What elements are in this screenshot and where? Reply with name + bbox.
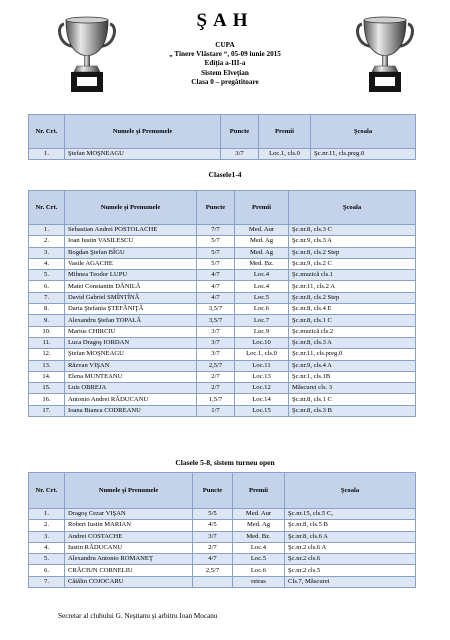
prize: Loc.6 — [233, 565, 285, 576]
table-row — [29, 542, 416, 553]
col-header-name: Numele şi Prenumele — [65, 191, 197, 225]
prize: Med. Ag — [235, 247, 289, 258]
school: Şc.nr.8, cls.3 C — [289, 225, 416, 236]
player-name: Daria Ştefania ŞTEFĂNIŢĂ — [65, 304, 197, 315]
points — [193, 576, 233, 587]
player-name: Mihnea Teodor LUPU — [65, 270, 197, 281]
points: 3/7 — [221, 149, 259, 160]
row-number: 2. — [29, 236, 65, 247]
player-name: Elena MUNTEANU — [65, 371, 197, 382]
school: Şc.nr.11, cls.preg.0 — [311, 149, 416, 160]
row-number: 9. — [29, 315, 65, 326]
col-header-school: Şcoala — [289, 191, 416, 225]
row-number: 8. — [29, 304, 65, 315]
row-number: 5. — [29, 270, 65, 281]
points: 5/7 — [197, 247, 235, 258]
prize: Loc.10 — [235, 337, 289, 348]
school: Şc.nr.2 cls.5 — [285, 565, 416, 576]
prize: Loc.6 — [235, 304, 289, 315]
row-number: 6. — [29, 281, 65, 292]
player-name: Luca Dragoş IORDAN — [65, 337, 197, 348]
school: Şc.muzică cls.2 — [289, 326, 416, 337]
school: Şc.nr.8, cls.4 E — [289, 304, 416, 315]
points: 7/7 — [197, 225, 235, 236]
table-row — [29, 509, 416, 520]
col-header-prize: Premii — [259, 115, 311, 149]
prize: Loc.4 — [235, 270, 289, 281]
table-row — [29, 149, 416, 160]
player-name: Bogdan Ştefan BÎGU — [65, 247, 197, 258]
cup-label: CUPA — [215, 41, 235, 49]
school: Şc.nr.15, cls.5 C, — [285, 509, 416, 520]
school: Şc.nr.8, cls.3 B — [289, 405, 416, 416]
footer-note: Secretar al clubului G. Neştianu şi arbitru Ioan Mocanu — [58, 612, 218, 620]
table-row — [29, 383, 416, 394]
table-row — [29, 270, 416, 281]
points: 4/7 — [193, 554, 233, 565]
player-name: Alexandru Antonio ROMANEŢ — [65, 554, 193, 565]
results-table-5-8 — [28, 472, 416, 588]
table-row — [29, 531, 416, 542]
prize: Med. Ag — [235, 236, 289, 247]
player-name: CRĂCIUN CORNELIU — [65, 565, 193, 576]
school: Şc.nr.9, cls.3 A — [289, 236, 416, 247]
table-row — [29, 225, 416, 236]
col-header-prize: Premii — [235, 191, 289, 225]
school: Şc.nr.11, cls.2 A — [289, 281, 416, 292]
points: 4/7 — [197, 281, 235, 292]
cup-name: „ Tinere Vlăstare “, 05-09 iunie 2015 — [169, 50, 281, 59]
prize: Loc.1, cls.0 — [259, 149, 311, 160]
prize: Loc.11 — [235, 360, 289, 371]
school: Şc.nr.8, cls.1 C — [289, 315, 416, 326]
col-header-nr: Nr. Crt. — [29, 191, 65, 225]
row-number: 4. — [29, 258, 65, 269]
page-title: ŞAH — [196, 10, 254, 31]
points: 2,5/7 — [197, 360, 235, 371]
points: 4/7 — [197, 292, 235, 303]
table-row — [29, 236, 416, 247]
table-row — [29, 349, 416, 360]
prize: Loc.4 — [233, 542, 285, 553]
table-row — [29, 554, 416, 565]
school: Măscurei cls. 3 — [289, 383, 416, 394]
school: Şc.nr.2 cls.6 — [285, 554, 416, 565]
prize: retras — [233, 576, 285, 587]
prize: Loc.1, cls.0 — [235, 349, 289, 360]
row-number: 10. — [29, 326, 65, 337]
school: Şc.nr.8, cls.2 Step — [289, 247, 416, 258]
school: Şc.nr.11, cls.preg.0 — [289, 349, 416, 360]
section-title: Clasele 5-8, sistem turneu open — [175, 458, 275, 467]
prize: Loc.13 — [235, 371, 289, 382]
points: 3/7 — [197, 326, 235, 337]
school: Şc.nr.2 cls.6 A — [285, 542, 416, 553]
row-number: 5. — [29, 554, 65, 565]
points: 5/7 — [197, 236, 235, 247]
results-table-prep — [28, 114, 416, 160]
school: Şc.nr.8, cls.5 B — [285, 520, 416, 531]
points: 3/7 — [197, 349, 235, 360]
row-number: 7. — [29, 576, 65, 587]
col-header-points: Puncte — [197, 191, 235, 225]
table-row — [29, 247, 416, 258]
row-number: 1. — [29, 225, 65, 236]
row-number: 1. — [29, 149, 65, 160]
col-header-points: Puncte — [221, 115, 259, 149]
row-number: 14. — [29, 371, 65, 382]
col-header-nr: Nr. Crt. — [29, 473, 65, 509]
prize: Loc.15 — [235, 405, 289, 416]
school: Şc.nr.9, cls.4 A — [289, 360, 416, 371]
school: Şc.nr.8, cls.1 C — [289, 394, 416, 405]
prize: Loc.5 — [235, 292, 289, 303]
player-name: Cătălin COJOCARU — [65, 576, 193, 587]
section-title: Clasele1-4 — [208, 170, 242, 179]
row-number: 17. — [29, 405, 65, 416]
col-header-nr: Nr. Crt. — [29, 115, 65, 149]
table-row — [29, 371, 416, 382]
player-name: Luis OBREJA — [65, 383, 197, 394]
player-name: Andrei COSTACHE — [65, 531, 193, 542]
prize: Loc.7 — [235, 315, 289, 326]
results-table-1-4 — [28, 190, 416, 417]
row-number: 3. — [29, 247, 65, 258]
row-number: 12. — [29, 349, 65, 360]
row-number: 2. — [29, 520, 65, 531]
prize: Med. Aur — [235, 225, 289, 236]
col-header-school: Şcoala — [285, 473, 416, 509]
school: Şc.nr.8, cls.2 Step — [289, 292, 416, 303]
player-name: David Gabriel SMÎNTÎNĂ — [65, 292, 197, 303]
prize: Med. Bz. — [233, 531, 285, 542]
player-name: Vasile AGACHE — [65, 258, 197, 269]
table-row — [29, 337, 416, 348]
player-name: Antonio Andrei RĂDUCANU — [65, 394, 197, 405]
points: 2/7 — [197, 371, 235, 382]
row-number: 16. — [29, 394, 65, 405]
table-row — [29, 292, 416, 303]
points: 2,5/7 — [193, 565, 233, 576]
prize: Loc.9 — [235, 326, 289, 337]
row-number: 6. — [29, 565, 65, 576]
prize: Loc.4 — [235, 281, 289, 292]
points: 4/5 — [193, 520, 233, 531]
prize: Loc.12 — [235, 383, 289, 394]
points: 2/7 — [197, 383, 235, 394]
col-header-school: Şcoala — [311, 115, 416, 149]
points: 3,5/7 — [197, 304, 235, 315]
row-number: 3. — [29, 531, 65, 542]
table-row — [29, 565, 416, 576]
edition: Ediţia a-III-a — [204, 59, 246, 68]
row-number: 4. — [29, 542, 65, 553]
table-row — [29, 258, 416, 269]
table-row — [29, 360, 416, 371]
player-name: Ştefan MOŞNEAGU — [65, 149, 221, 160]
table-row — [29, 315, 416, 326]
player-name: Robert Iustin MARIAN — [65, 520, 193, 531]
col-header-points: Puncte — [193, 473, 233, 509]
player-name: Ştefan MOŞNEAGU — [65, 349, 197, 360]
player-name: Iustin RĂDUCANU — [65, 542, 193, 553]
player-name: Sebastian Andrei POSTOLACHE — [65, 225, 197, 236]
player-name: Dragoş Cezar VIŞAN — [65, 509, 193, 520]
player-name: Marius CHIRCIU — [65, 326, 197, 337]
row-number: 1. — [29, 509, 65, 520]
points: 1,5/7 — [197, 394, 235, 405]
points: 3,5/7 — [197, 315, 235, 326]
player-name: Matei Constantin DĂNILĂ — [65, 281, 197, 292]
table-row — [29, 405, 416, 416]
points: 2/7 — [193, 542, 233, 553]
col-header-name: Numele şi Prenumele — [65, 115, 221, 149]
prize: Med. Aur — [233, 509, 285, 520]
points: 3/7 — [197, 337, 235, 348]
table-row — [29, 520, 416, 531]
points: 4/7 — [197, 270, 235, 281]
prize: Med. Bz. — [235, 258, 289, 269]
prize: Med. Ag — [233, 520, 285, 531]
school: Şc.nr.9, cls.2 C — [289, 258, 416, 269]
player-name: Răzvan VIŞAN — [65, 360, 197, 371]
table-row — [29, 304, 416, 315]
table-row — [29, 394, 416, 405]
table-row — [29, 281, 416, 292]
class-label: Clasa 0 – pregătitoare — [191, 77, 259, 86]
prize: Loc.14 — [235, 394, 289, 405]
school: Cls.7, Măscurei — [285, 576, 416, 587]
prize: Loc.5 — [233, 554, 285, 565]
col-header-prize: Premii — [233, 473, 285, 509]
row-number: 7. — [29, 292, 65, 303]
points: 1/7 — [197, 405, 235, 416]
school: Şc.nr.8, cls.6 A — [285, 531, 416, 542]
header — [0, 10, 450, 87]
col-header-name: Numele şi Prenumele — [65, 473, 193, 509]
row-number: 13. — [29, 360, 65, 371]
school: Şc.nr.8, cls.3 A — [289, 337, 416, 348]
points: 5/7 — [197, 258, 235, 269]
system: Sistem Elveţian — [201, 68, 249, 77]
table-row — [29, 576, 416, 587]
points: 5/5 — [193, 509, 233, 520]
player-name: Ioan Iustin VASILESCU — [65, 236, 197, 247]
player-name: Ioana Bianca CODREANU — [65, 405, 197, 416]
player-name: Alexandru Ştefan TOPALĂ — [65, 315, 197, 326]
row-number: 15. — [29, 383, 65, 394]
school: Şc.muzică cls.1 — [289, 270, 416, 281]
points: 3/7 — [193, 531, 233, 542]
row-number: 11. — [29, 337, 65, 348]
school: Şc.nr.1, cls.1B — [289, 371, 416, 382]
table-row — [29, 326, 416, 337]
